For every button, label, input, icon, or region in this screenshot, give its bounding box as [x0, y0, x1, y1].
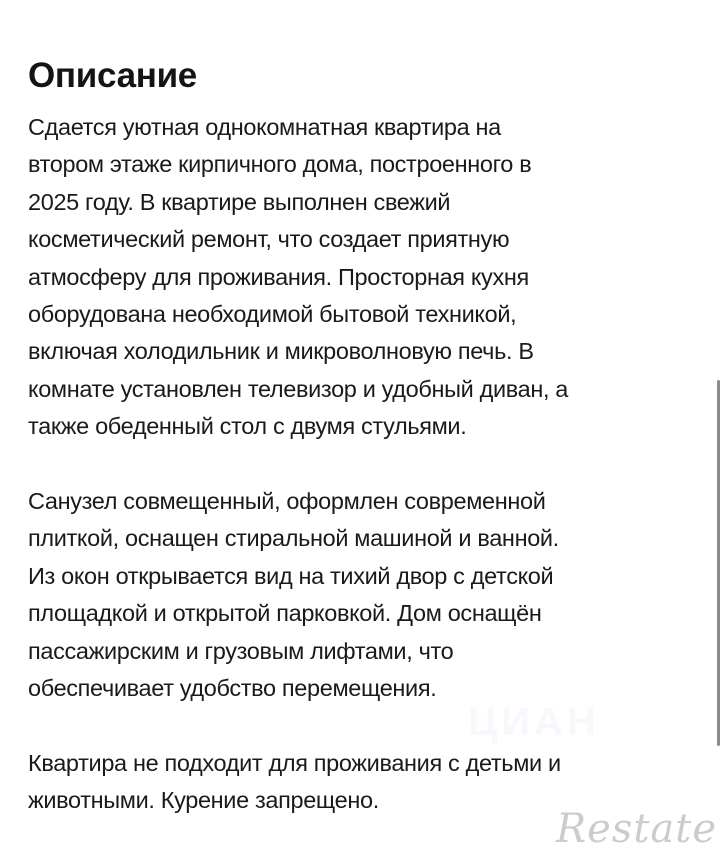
description-paragraph-1: Сдается уютная однокомнатная квартира на втором этаже кирпичного дома, построенного в 2025 году. В квартире выполнен свежий косметический ремонт, что создает приятную атмосферу для проживания. Просторная кухня оборудована необходимой бытовой техникой, включая холодильник и микроволновую печь. В комнате установлен телевизор и удобный диван, а также обеденный стол с двумя стульями. — [28, 114, 569, 440]
faint-watermark: ЦИАН — [468, 700, 600, 744]
watermark-logo: Restate — [556, 806, 717, 852]
scrollbar[interactable] — [717, 380, 720, 746]
description-paragraph-3: Квартира не подходит для проживания с детьми и животными. Курение запрещено. — [28, 749, 561, 814]
description-paragraph-2: Санузел совмещенный, оформлен современной плиткой, оснащен стиральной машиной и ванной. Из окон открывается вид на тихий двор с детской площадкой и открытой парковкой. Дом оснащён пассажирским и грузовым лифтами, что обеспечивает удобство перемещения. — [28, 488, 559, 702]
section-title: Описание — [28, 56, 197, 95]
